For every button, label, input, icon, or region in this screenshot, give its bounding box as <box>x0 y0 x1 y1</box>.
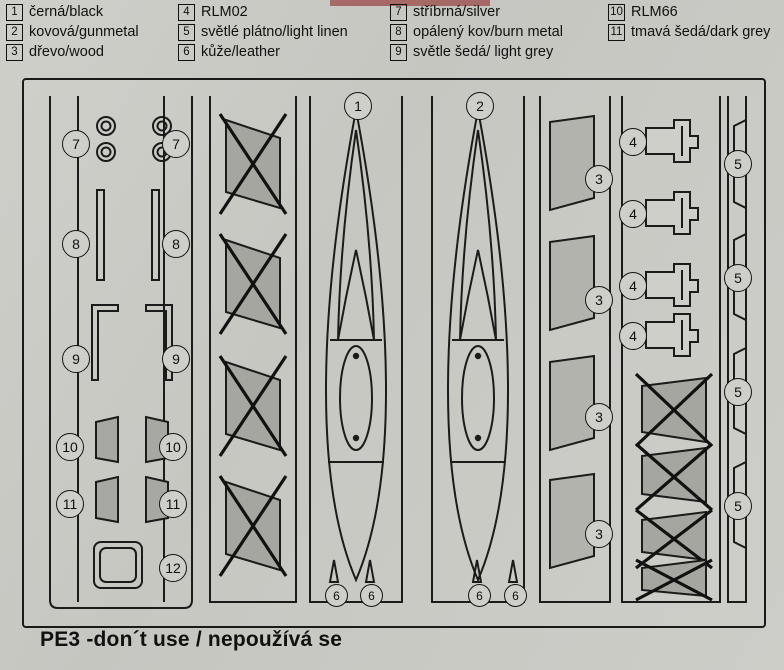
legend-label: kovová/gunmetal <box>29 24 139 40</box>
legend-item <box>178 4 390 21</box>
part-badge-4-c: 4 <box>619 272 647 300</box>
legend-label: světle šedá/ light grey <box>413 44 554 60</box>
part-badge-9-left: 9 <box>62 345 90 373</box>
part-badge-11-left: 11 <box>56 490 84 518</box>
part-badge-12: 12 <box>159 554 187 582</box>
legend-item <box>6 44 178 61</box>
legend-column-1 <box>6 4 178 61</box>
legend-label: tmavá šedá/dark grey <box>631 24 771 40</box>
legend-label: kůže/leather <box>201 44 280 60</box>
legend-column-2 <box>178 4 390 61</box>
legend-number: 3 <box>6 44 23 61</box>
legend-column-4 <box>608 4 778 61</box>
legend-number: 5 <box>178 24 195 41</box>
part-badge-6-d: 6 <box>504 584 527 607</box>
legend-number: 9 <box>390 44 407 61</box>
part-badge-5-d: 5 <box>724 492 752 520</box>
part-badge-3-b: 3 <box>585 286 613 314</box>
part-badge-10-left: 10 <box>56 433 84 461</box>
part-badge-5-c: 5 <box>724 378 752 406</box>
color-legend <box>0 0 784 74</box>
legend-label: RLM02 <box>201 4 248 20</box>
legend-item <box>390 44 608 61</box>
legend-item <box>390 4 608 21</box>
legend-label: RLM66 <box>631 4 678 20</box>
legend-label: dřevo/wood <box>29 44 104 60</box>
part-badge-5-a: 5 <box>724 150 752 178</box>
part-badge-4-a: 4 <box>619 128 647 156</box>
legend-number: 7 <box>390 4 407 21</box>
legend-item <box>178 24 390 41</box>
part-badge-11-right: 11 <box>159 490 187 518</box>
part-badge-3-d: 3 <box>585 520 613 548</box>
legend-number: 10 <box>608 4 625 21</box>
part-badge-6-b: 6 <box>360 584 383 607</box>
legend-label: černá/black <box>29 4 104 20</box>
legend-number: 6 <box>178 44 195 61</box>
legend-item <box>608 4 778 21</box>
legend-item <box>6 24 178 41</box>
legend-label: světlé plátno/light linen <box>201 24 348 40</box>
part-badge-4-d: 4 <box>619 322 647 350</box>
sheet-caption: PE3 -don´t use / nepoužívá se <box>40 628 343 651</box>
part-badge-5-b: 5 <box>724 264 752 292</box>
legend-number: 8 <box>390 24 407 41</box>
legend-column-3 <box>390 4 608 61</box>
legend-item <box>6 4 178 21</box>
part-badge-8-left: 8 <box>62 230 90 258</box>
fret-inner-area <box>34 90 754 616</box>
part-badge-9-right: 9 <box>162 345 190 373</box>
part-badge-3-c: 3 <box>585 403 613 431</box>
legend-number: 11 <box>608 24 625 41</box>
part-badge-7-right: 7 <box>162 130 190 158</box>
part-badge-4-b: 4 <box>619 200 647 228</box>
legend-item <box>390 24 608 41</box>
part-badge-3-a: 3 <box>585 165 613 193</box>
photo-etch-fret <box>22 78 766 628</box>
legend-item <box>608 24 778 41</box>
part-badge-8-right: 8 <box>162 230 190 258</box>
part-badge-10-right: 10 <box>159 433 187 461</box>
legend-number: 1 <box>6 4 23 21</box>
legend-number: 2 <box>6 24 23 41</box>
part-badge-6-a: 6 <box>325 584 348 607</box>
legend-label: stříbrná/silver <box>413 4 501 20</box>
part-badge-1: 1 <box>344 92 372 120</box>
part-badge-7-left: 7 <box>62 130 90 158</box>
legend-item <box>178 44 390 61</box>
legend-number: 4 <box>178 4 195 21</box>
fret-parts-drawing <box>34 90 754 616</box>
legend-label: opálený kov/burn metal <box>413 24 563 40</box>
part-badge-6-c: 6 <box>468 584 491 607</box>
part-badge-2: 2 <box>466 92 494 120</box>
